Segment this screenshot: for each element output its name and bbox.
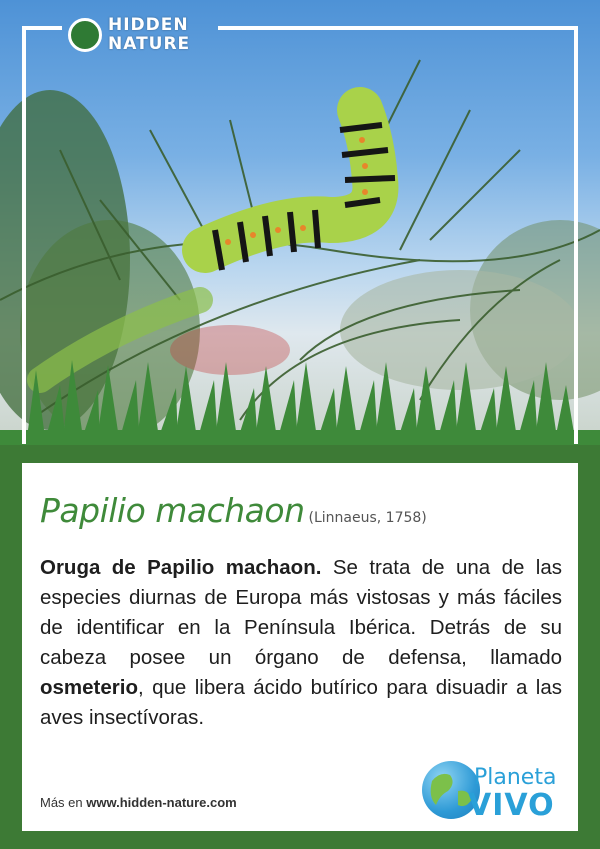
planeta-vivo-logo [422, 761, 572, 825]
description-text-2: , que libera ácido butírico para disuadir a las aves insectívoras. [40, 676, 562, 729]
frame-line [22, 26, 26, 444]
description-text-1: Se trata de una de las especies diurnas de Europa más vistosas y más fáciles de identificar en la Península Ibérica. Detrás de su cabeza posee un órgano de defensa, llamado [40, 556, 563, 669]
logo-line-2: NATURE [108, 34, 191, 54]
magnifier-icon [68, 18, 102, 52]
website-link[interactable]: www.hidden-nature.com [86, 795, 237, 810]
species-name: Papilio machaon [40, 491, 305, 530]
logo-line-1: HIDDEN [108, 15, 189, 35]
frame-line [22, 26, 62, 30]
description-lead: Oruga de Papilio machaon. [40, 556, 322, 579]
frame-line [218, 26, 578, 30]
brand-line-2: VIVO [468, 788, 555, 823]
info-card [22, 463, 578, 831]
more-info [40, 795, 237, 810]
hidden-nature-logo [68, 14, 208, 58]
species-heading [40, 491, 427, 530]
frame-line [574, 26, 578, 444]
brand-line-1: Planeta [474, 765, 557, 790]
species-author: (Linnaeus, 1758) [308, 510, 427, 526]
more-prefix: Más en [40, 795, 87, 810]
species-description [40, 553, 562, 733]
description-keyword: osmeterio [40, 676, 138, 699]
